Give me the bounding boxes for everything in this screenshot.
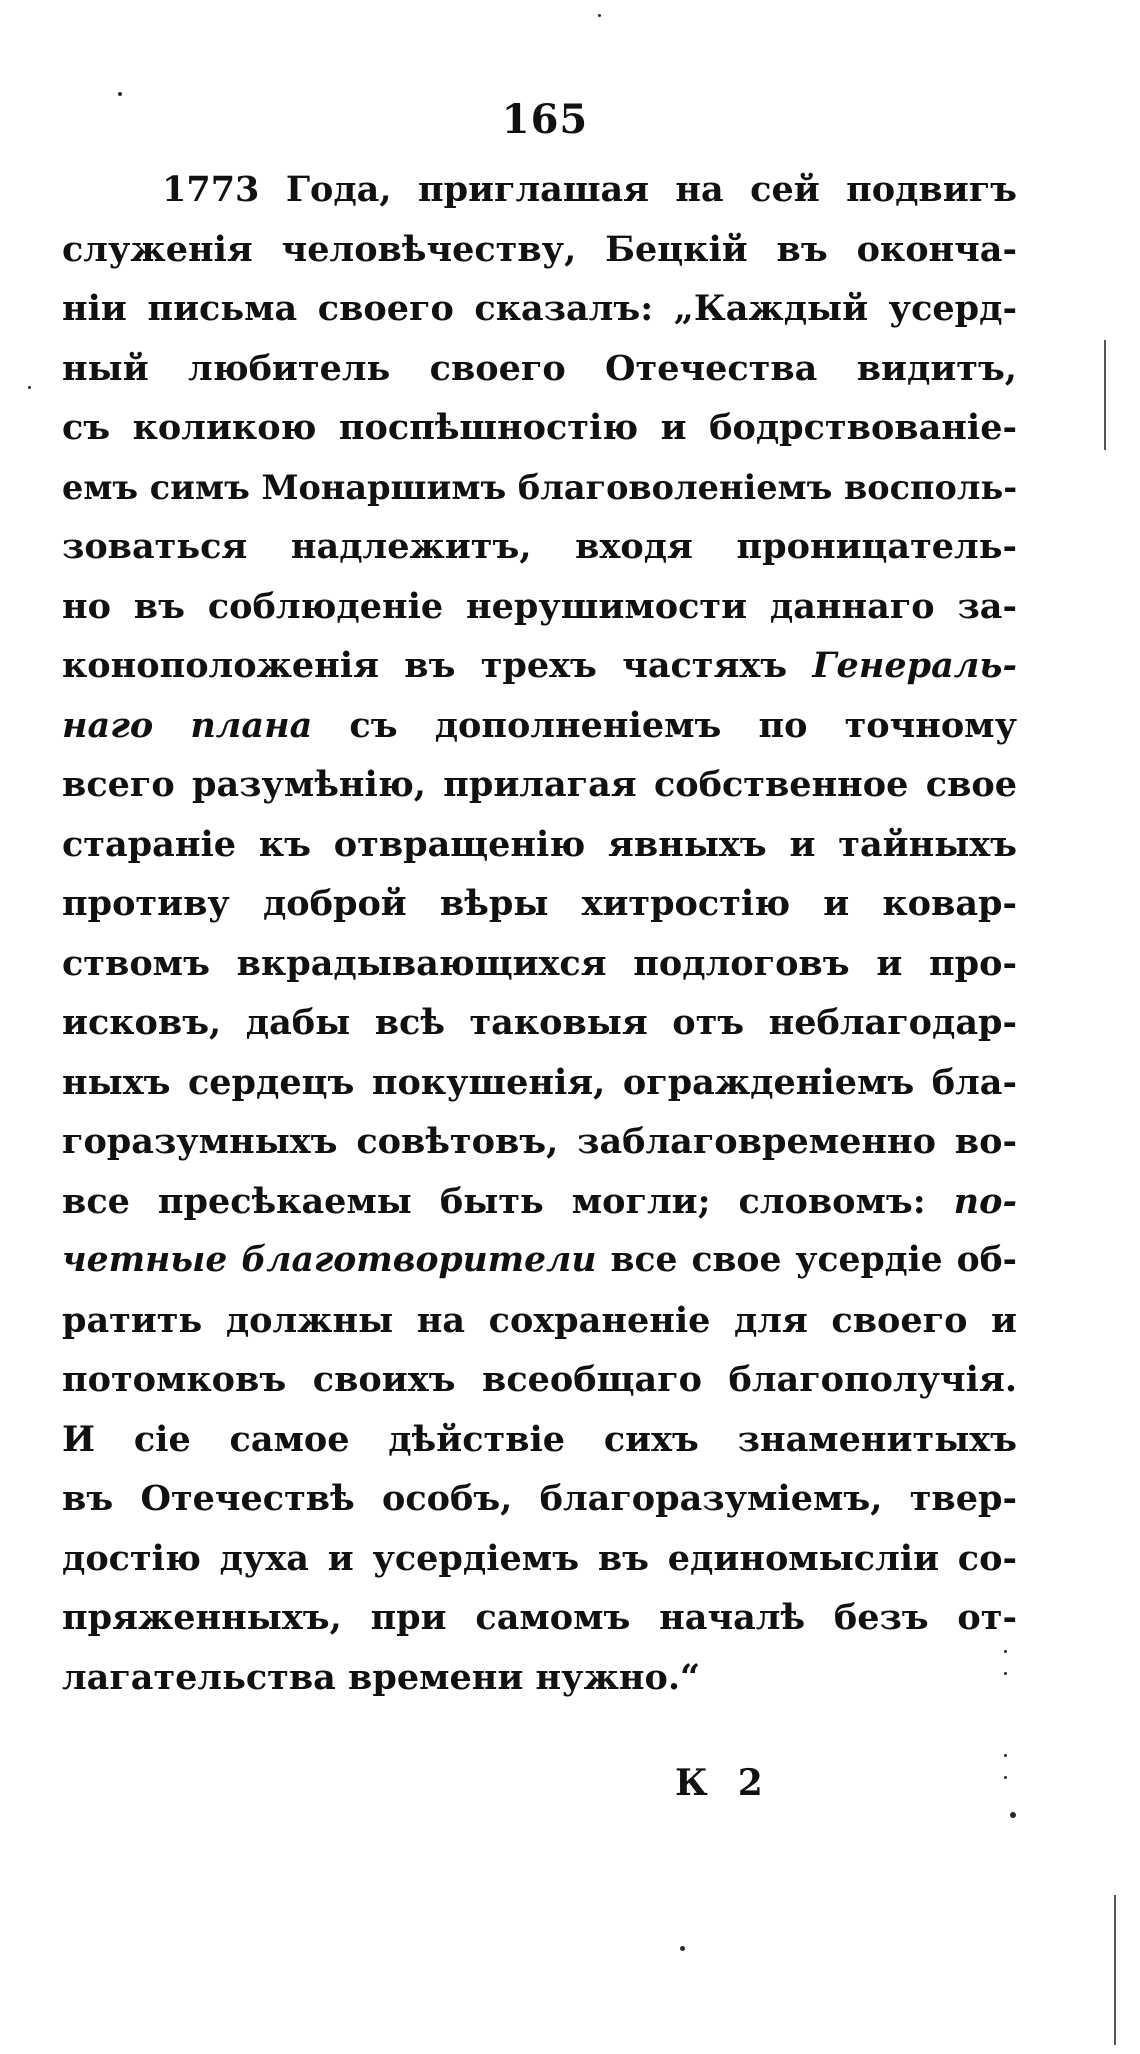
text-line [62,1112,1017,1172]
text-line [62,339,1017,399]
scan-edge-line [1114,1895,1116,2045]
catchword [675,1762,815,1804]
scan-speck [1004,1650,1007,1653]
text-segment: ствомъ вкрадывающихся подлоговъ и про- [62,942,1017,984]
text-segment: въ Отечествѣ особъ, благоразуміемъ, твер- [62,1478,1017,1519]
text-segment: коноположенія въ трехъ частяхъ [62,645,813,686]
italic-text: Генераль- [812,645,1017,686]
text-segment: всего разумѣнію, прилагая собственное свое [62,764,1017,805]
text-line [62,398,1017,458]
signature-mark: 2 [737,1762,763,1804]
scan-speck [118,92,122,96]
scan-speck [28,386,31,389]
text-segment: съ дополненіемъ по точному [312,704,1017,746]
text-segment: исковъ, дабы всѣ таковыя отъ неблагодар- [62,1002,1017,1043]
italic-text: наго плана [62,704,313,746]
scan-edge-line [1104,340,1106,450]
text-line [62,1291,1017,1351]
text-segment: но въ соблюденіе нерушимости даннаго за- [62,585,1017,627]
text-segment: пряженныхъ, при самомъ началѣ безъ от- [62,1597,1017,1638]
text-segment: служенія человѣчеству, Бецкій въ оконча- [62,228,1017,270]
text-segment: зоваться надлежитъ, входя проницатель- [62,526,1017,567]
text-segment: ратить должны на сохраненіе для своего и [62,1299,1017,1341]
text-line [62,279,1017,339]
text-line [62,1231,1017,1291]
text-segment: горазумныхъ совѣтовъ, заблаговременно во- [62,1121,1017,1162]
text-segment: противу доброй вѣры хитростію и ковар- [62,883,1017,924]
text-segment: емъ симъ Монаршимъ благоволеніемъ восполь- [62,467,1017,507]
text-segment: лагательства времени нужно.“ [62,1656,701,1698]
text-line [62,1529,1017,1589]
text-segment: все свое усердіе об- [596,1240,1017,1280]
text-segment: потомковъ своихъ всеобщаго благополучія. [62,1359,1017,1400]
text-line [62,1588,1017,1648]
italic-text: четные благотворители [62,1240,597,1280]
text-segment: ный любитель своего Отечества видитъ, [62,347,1017,389]
text-line [62,1053,1017,1113]
scan-speck [1010,1812,1016,1818]
text-line [62,577,1017,637]
text-segment: ніи письма своего сказалъ: „Каждый усерд- [62,288,1017,329]
text-line [62,696,1017,756]
catchword-letter: К [675,1762,708,1804]
text-line [62,220,1017,280]
scan-speck [598,14,601,17]
text-line [62,755,1017,815]
text-segment: 1773 Года, приглашая на сей подвигъ [162,169,1017,210]
text-line [62,160,1017,220]
text-segment: И сіе самое дѣйствіе сихъ знаменитыхъ [62,1418,1017,1460]
text-line [62,874,1017,934]
text-line [62,1469,1017,1529]
italic-text: по- [953,1180,1017,1222]
text-line [62,1410,1017,1470]
body-text [62,160,1017,1707]
text-line [62,458,1017,518]
text-segment: достію духа и усердіемъ въ единомысліи со- [62,1537,1017,1579]
text-line [62,815,1017,875]
text-segment: ныхъ сердецъ покушенія, огражденіемъ бла- [62,1061,1017,1103]
text-line [62,1648,1017,1708]
text-line [62,636,1017,696]
page-number: 165 [501,96,589,143]
text-segment: стараніе къ отвращенію явныхъ и тайныхъ [62,823,1017,865]
scan-speck [680,1946,685,1951]
text-line [62,934,1017,994]
text-segment: все пресѣкаемы быть могли; словомъ: [62,1180,954,1222]
text-segment: съ коликою поспѣшностію и бодрствованіе- [62,407,1017,448]
text-line [62,993,1017,1053]
text-line [62,1350,1017,1410]
scan-speck [1004,1672,1007,1675]
scan-speck [1004,1776,1007,1779]
scan-speck [1004,1754,1007,1757]
text-line [62,517,1017,577]
text-line [62,1172,1017,1232]
